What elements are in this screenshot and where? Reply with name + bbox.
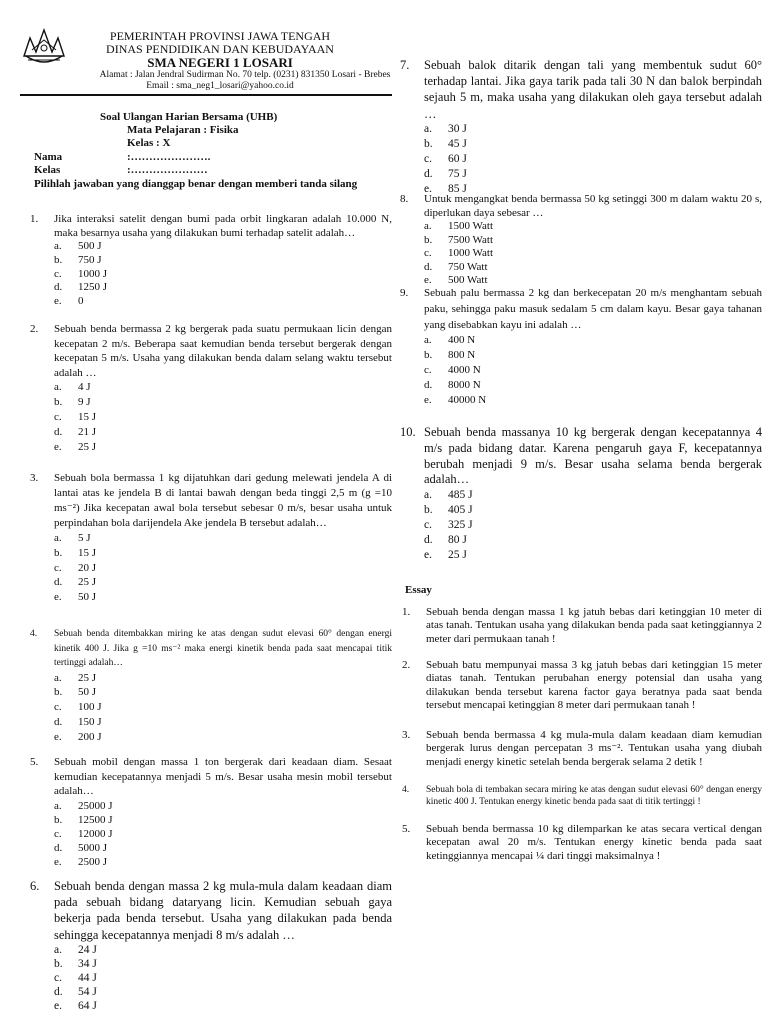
answer-option[interactable]	[54, 531, 91, 546]
answer-option[interactable]	[54, 813, 113, 827]
answer-option[interactable]	[54, 561, 96, 576]
question-number: 10.	[400, 425, 416, 439]
option-letter: d.	[424, 534, 433, 547]
answer-option[interactable]	[54, 971, 97, 985]
answer-option[interactable]	[54, 590, 96, 605]
option-value: 750 Watt	[448, 260, 488, 273]
option-letter: e.	[54, 441, 62, 453]
option-value: 34 J	[78, 957, 97, 970]
essay-number: 2.	[402, 659, 411, 671]
option-letter: c.	[424, 247, 432, 260]
option-value: 500 J	[78, 240, 102, 252]
option-value: 60 J	[448, 152, 467, 165]
answer-option[interactable]	[54, 254, 102, 268]
answer-option[interactable]	[424, 488, 473, 503]
question-text: Sebuah benda bermassa 2 kg bergerak pada suatu permukaan licin dengan kecepatan 2 m/s. Beberapa saat kemudian benda tersebut bergerak dengan kecepatan 5 m/s. Usaha yang dilakukan benda dalam selang waktu tersebut adalah …	[54, 323, 392, 379]
option-letter: e.	[54, 295, 62, 308]
option-letter: c.	[424, 152, 432, 165]
option-value: 64 J	[78, 999, 97, 1012]
option-value: 75 J	[448, 167, 467, 180]
option-letter: d.	[424, 260, 433, 273]
answer-option[interactable]	[424, 220, 493, 234]
answer-option[interactable]	[424, 234, 493, 248]
answer-option[interactable]	[54, 799, 113, 813]
answer-option[interactable]	[54, 730, 102, 745]
option-letter: d.	[424, 167, 433, 180]
option-value: 1500 Watt	[448, 220, 494, 232]
option-letter: c.	[54, 827, 62, 840]
option-letter: a.	[424, 334, 432, 347]
option-value: 15 J	[78, 411, 97, 423]
option-letter: c.	[54, 411, 62, 423]
essay-number: 4.	[402, 785, 410, 795]
option-letter: d.	[54, 281, 63, 294]
header-line-2: DINAS PENDIDIKAN DAN KEBUDAYAAN	[106, 42, 334, 56]
option-letter: b.	[54, 253, 63, 266]
option-value: 24 J	[78, 943, 97, 956]
option-value: 54 J	[78, 985, 97, 998]
option-value: 50 J	[78, 686, 97, 699]
essay-text: Sebuah benda bermassa 10 kg dilemparkan ke atas secara vertical dengan kecepatan awal 20 m/s. Tentukan energy kinetic benda pada saat ketinggiannya mencapai ¼ dari tinggi maksimalnya !	[426, 823, 762, 862]
option-letter: a.	[424, 122, 432, 135]
question-number: 4.	[30, 629, 38, 639]
option-value: 30 J	[448, 122, 467, 135]
option-value: 25000 J	[78, 799, 113, 812]
question-text: Sebuah balok ditarik dengan tali yang membentuk sudut 60° terhadap lantai. Jika gaya tarik pada tali 30 N dan balok berpindah sejauh 5 m, maka usaha yang dilakukan oleh gaya tersebut adalah …	[424, 58, 762, 121]
option-value: 7500 Watt	[448, 233, 494, 246]
option-value: 25 J	[78, 671, 97, 684]
option-value: 40000 N	[448, 394, 487, 407]
option-value: 1000 J	[78, 267, 108, 280]
option-letter: c.	[54, 971, 62, 984]
exam-subject: Mata Pelajaran : Fisika	[127, 124, 239, 136]
option-value: 500 Watt	[448, 274, 488, 287]
option-letter: c.	[424, 519, 432, 532]
answer-option[interactable]	[54, 281, 107, 295]
answer-option[interactable]	[424, 152, 467, 167]
question-number: 9.	[400, 287, 409, 299]
option-value: 50 J	[78, 591, 97, 604]
option-letter: d.	[54, 715, 63, 728]
option-letter: d.	[424, 379, 433, 392]
option-letter: a.	[54, 671, 62, 684]
question-number: 3.	[30, 472, 39, 484]
answer-option[interactable]	[54, 410, 96, 425]
answer-option[interactable]	[54, 268, 107, 282]
option-value: 25 J	[78, 441, 97, 453]
option-letter: a.	[54, 943, 62, 956]
instruction-text: Pilihlah jawaban yang dianggap benar dengan memberi tanda silang	[34, 178, 358, 190]
answer-option[interactable]	[54, 957, 97, 971]
answer-option[interactable]	[54, 999, 97, 1013]
option-value: 485 J	[448, 489, 473, 502]
answer-option[interactable]	[424, 363, 481, 378]
answer-option[interactable]	[424, 247, 493, 261]
option-letter: b.	[54, 546, 63, 559]
essay-text: Sebuah benda dengan massa 1 kg jatuh bebas dari ketinggian 10 meter di atas tanah. Tentukan usaha yang dilakukan benda pada saat ketinggiannya 2 meter dari permukaan tanah !	[426, 606, 762, 645]
option-letter: e.	[54, 856, 62, 869]
answer-option[interactable]	[54, 700, 102, 715]
school-address: Alamat : Jalan Jendral Sudirman No. 70 telp. (0231) 831350 Losari - Brebes	[99, 70, 391, 80]
option-value: 21 J	[78, 426, 97, 438]
option-value: 2500 J	[78, 856, 108, 869]
option-letter: d.	[54, 985, 63, 998]
kelas-field[interactable]: :…………………	[127, 164, 208, 176]
option-letter: b.	[54, 686, 63, 699]
option-value: 85 J	[448, 182, 467, 195]
answer-option[interactable]	[54, 425, 96, 440]
option-value: 9 J	[78, 396, 91, 408]
option-letter: a.	[54, 532, 62, 544]
option-value: 405 J	[448, 504, 473, 517]
option-letter: b.	[424, 349, 433, 362]
option-letter: b.	[424, 233, 433, 246]
exam-class: Kelas : X	[127, 137, 171, 149]
option-value: 1250 J	[78, 281, 108, 294]
option-letter: b.	[54, 813, 63, 826]
option-value: 325 J	[448, 519, 473, 532]
option-value: 5 J	[78, 532, 91, 544]
question-text: Sebuah benda ditembakkan miring ke atas dengan sudut elevasi 60° dengan energi kinetik 400 J. Jika g =10 ms⁻² maka energi kinetik benda pada saat mencapai titik tertinggi adalah…	[54, 629, 392, 668]
option-value: 5000 J	[78, 842, 108, 855]
answer-option[interactable]	[54, 380, 91, 395]
option-letter: c.	[424, 364, 432, 377]
question-text: Untuk mengangkat benda bermassa 50 kg setinggi 300 m dalam waktu 20 s, diperlukan daya sebesar …	[424, 193, 762, 219]
option-letter: e.	[54, 999, 62, 1012]
answer-option[interactable]	[54, 985, 97, 999]
answer-option[interactable]	[54, 827, 113, 841]
option-letter: b.	[54, 957, 63, 970]
option-value: 100 J	[78, 701, 102, 714]
answer-option[interactable]	[54, 295, 84, 309]
school-name: SMA NEGERI 1 LOSARI	[147, 55, 293, 70]
option-letter: b.	[424, 504, 433, 517]
option-value: 0	[78, 295, 84, 308]
name-label: Nama	[34, 151, 63, 163]
option-letter: d.	[54, 426, 63, 438]
option-value: 200 J	[78, 730, 102, 743]
option-letter: e.	[54, 730, 62, 743]
answer-option[interactable]	[54, 685, 96, 700]
essay-number: 3.	[402, 729, 411, 741]
essay-number: 5.	[402, 823, 411, 835]
question-number: 8.	[400, 193, 409, 205]
option-value: 750 J	[78, 253, 102, 266]
answer-option[interactable]	[54, 841, 107, 855]
answer-option[interactable]	[54, 546, 96, 561]
option-letter: a.	[54, 799, 62, 812]
question-number: 7.	[400, 58, 410, 72]
option-value: 25 J	[448, 549, 467, 562]
answer-option[interactable]	[54, 671, 96, 686]
option-letter: a.	[54, 381, 62, 393]
option-value: 400 N	[448, 334, 476, 347]
option-value: 20 J	[78, 561, 97, 574]
question-text: Jika interaksi satelit dengan bumi pada orbit lingkaran adalah 10.000 N, maka besarnya usaha yang dilakukan bumi terhadap satelit adalah…	[54, 213, 392, 239]
essay-heading: Essay	[405, 584, 432, 596]
answer-option[interactable]	[54, 395, 91, 410]
option-letter: d.	[54, 842, 63, 855]
header-rule	[20, 94, 392, 96]
option-letter: a.	[54, 240, 62, 252]
question-number: 2.	[30, 323, 39, 335]
question-number: 5.	[30, 756, 39, 768]
option-letter: c.	[54, 561, 62, 574]
question-text: Sebuah benda massanya 10 kg bergerak dengan kecepatannya 4 m/s pada bidang datar. Karena pengaruh gaya F, kecepatannya berubah menjadi 9 m/s. Besar usaha selama benda bergerak adalah…	[424, 425, 762, 487]
answer-option[interactable]	[424, 137, 467, 152]
answer-option[interactable]	[424, 393, 486, 408]
answer-option[interactable]	[424, 548, 467, 563]
essay-text: Sebuah benda bermassa 4 kg mula-mula dalam keadaan diam kemudian bergerak lurus dengan percepatan 3 ms⁻². Tentukan usaha yang diubah menjadi energy kinetic setelah benda bergerak selama 2 detik !	[426, 729, 762, 768]
answer-option[interactable]	[424, 261, 488, 275]
option-letter: e.	[424, 394, 432, 407]
question-number: 6.	[30, 879, 40, 893]
answer-option[interactable]	[424, 348, 475, 363]
answer-option[interactable]	[424, 503, 473, 518]
option-letter: a.	[424, 220, 432, 232]
question-text: Sebuah benda dengan massa 2 kg mula-mula dalam keadaan diam pada sebuah bidang dataryang licin. Kemudian sebuah gaya bekerja pada benda tersebut. Usaha yang dilakukan pada benda sehingga kecepatannya menjadi 8 m/s adalah …	[54, 879, 392, 942]
option-value: 12000 J	[78, 827, 113, 840]
option-letter: a.	[424, 489, 432, 502]
answer-option[interactable]	[424, 378, 481, 393]
option-value: 4000 N	[448, 364, 481, 377]
school-email: Email : sma_neg1_losari@yahoo.co.id	[146, 81, 294, 91]
answer-option[interactable]	[424, 122, 467, 137]
option-letter: b.	[424, 137, 433, 150]
essay-number: 1.	[402, 606, 411, 618]
option-letter: e.	[424, 182, 432, 195]
question-number: 1.	[30, 213, 39, 225]
answer-option[interactable]	[54, 855, 107, 869]
option-value: 150 J	[78, 715, 102, 728]
question-text: Sebuah mobil dengan massa 1 ton bergerak dari keadaan diam. Sesaat kemudian kecepatannya menjadi 5 m/s. Besar usaha mesin mobil tersebut adalah…	[54, 756, 392, 797]
option-letter: d.	[54, 576, 63, 589]
option-letter: c.	[54, 701, 62, 714]
kelas-label: Kelas	[34, 164, 61, 176]
header-line-1: PEMERINTAH PROVINSI JAWA TENGAH	[109, 29, 331, 43]
option-value: 25 J	[78, 576, 97, 589]
answer-option[interactable]	[424, 333, 475, 348]
question-text: Sebuah bola bermassa 1 kg dijatuhkan dari gedung melewati jendela A di lantai atas ke jendela B di lantai bawah dengan beda tinggi 2,5 m (g =10 ms⁻²) Jika kecepatan awal bola tersebut sebesar 0 m/s, besar usaha untuk perpindahan bola darijendela Ake jendela B tersebut adalah…	[54, 472, 392, 529]
answer-option[interactable]	[54, 240, 102, 254]
answer-option[interactable]	[424, 518, 473, 533]
option-value: 45 J	[448, 137, 467, 150]
name-field[interactable]: :………………….	[127, 151, 211, 163]
exam-title: Soal Ulangan Harian Bersama (UHB)	[100, 111, 278, 123]
question-text: Sebuah palu bermassa 2 kg dan berkecepatan 20 m/s menghantam sebuah paku, sehingga paku masuk sedalam 5 cm dalam kayu. Besar gaya tahanan yang disebabkan kayu ini adalah …	[424, 287, 762, 331]
option-letter: e.	[54, 591, 62, 604]
option-value: 15 J	[78, 546, 97, 559]
option-letter: e.	[424, 274, 432, 287]
option-value: 800 N	[448, 349, 476, 362]
option-value: 4 J	[78, 381, 91, 393]
option-letter: e.	[424, 549, 432, 562]
answer-option[interactable]	[54, 715, 102, 730]
option-value: 8000 N	[448, 379, 481, 392]
answer-option[interactable]	[54, 575, 96, 590]
answer-option[interactable]	[424, 167, 467, 182]
option-value: 12500 J	[78, 813, 113, 826]
answer-option[interactable]	[54, 943, 97, 957]
essay-text: Sebuah batu mempunyai massa 3 kg jatuh bebas dari ketinggian 15 meter diatas tanah. Tentukan perubahan energy potensial dan usaha yang dilakukan benda tersebut karena factor gaya beratnya pada saat benda tersebut mencapai ketinggian 8 meter dari permukaan tanah !	[426, 659, 762, 711]
option-letter: c.	[54, 267, 62, 280]
option-value: 1000 Watt	[448, 247, 494, 260]
option-letter: b.	[54, 396, 63, 408]
answer-option[interactable]	[424, 533, 467, 548]
option-value: 80 J	[448, 534, 467, 547]
answer-option[interactable]	[54, 440, 96, 455]
essay-text: Sebuah bola di tembakan secara miring ke atas dengan sudut elevasi 60° dengan energy kinetic 400 J. Tentukan energy kinetic benda pada saat di titik tertinggi !	[426, 785, 762, 807]
option-value: 44 J	[78, 971, 97, 984]
